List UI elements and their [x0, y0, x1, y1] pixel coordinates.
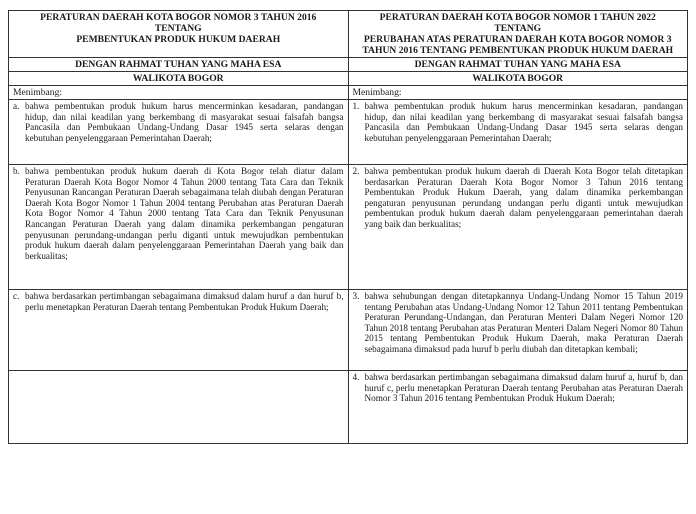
right-consideration [348, 371, 688, 444]
item-text: bahwa pembentukan produk hukum daerah di Daerah Kota Bogor telah ditetapkan berdasarkan Peraturan Daerah Kota Bogor Nomor 3 Tahun 2016 tentang Pembentukan Produk Hukum Daerah, yang dalam dinamika perkembangan pengaturan penyusunan perundang undangan perlu diganti untuk mewujudkan pembentukan produk hukum daerah dalam penyelenggaraan pemerintahan daerah yang baik dan berkualitas; [364, 166, 683, 229]
item-label: 4. [352, 372, 360, 382]
consideration-row [9, 165, 688, 290]
left-subject: PEMBENTUKAN PRODUK HUKUM DAERAH [76, 34, 281, 45]
consideration-row [9, 100, 688, 165]
left-consideration [9, 165, 349, 290]
item-text: bahwa sehubungan dengan ditetapkannya Undang-Undang Nomor 15 Tahun 2019 tentang Perubahan atas Undang-Undang Nomor 12 Tahun 2011 tentang Pembentukan Peraturan Perundang-Undangan, dan Peraturan Menteri Dalam Negeri Nomor 120 Tahun 2018 tentang Perubahan atas Peraturan Menteri Dalam Negeri Nomor 80 Tahun 2015 tentang Pembentukan Produk Hukum Daerah, maka Peraturan Daerah sebagaimana dimaksud pada huruf b perlu diubah dan ditetapkan kembali; [364, 291, 683, 354]
right-tentang: TENTANG [494, 23, 542, 34]
left-consideration [9, 100, 349, 165]
mayor-row [9, 72, 688, 86]
item-text: bahwa berdasarkan pertimbangan sebagaimana dimaksud dalam huruf a dan huruf b, perlu menetapkan Peraturan Daerah tentang Pembentukan Produk Hukum Daerah; [25, 291, 344, 312]
left-tentang: TENTANG [154, 23, 202, 34]
consideration-row [9, 290, 688, 371]
item-text: bahwa pembentukan produk hukum daerah di Kota Bogor telah diatur dalam Peraturan Daerah Kota Bogor Nomor 4 Tahun 2000 tentang Tata Cara dan Teknik Penyusunan Rancangan Peraturan Daerah sebagaimana telah diubah dengan Peraturan Daerah Kota Bogor Nomor 1 Tahun 2004 tentang Perubahan atas Peraturan Daerah Kota Bogor Nomor 4 Tahun 2000 tentang Tata Cara dan Teknik Penyusunan Rancangan Peraturan Daerah yang dalam dinamika perkembangan pengaturan penyusunan perundang-undangan perlu diganti untuk mewujudkan pembentukan produk hukum daerah dalam penyelenggaraan Pemerintahan Daerah yang baik dan berkualitas; [25, 166, 344, 261]
right-menimbang: Menimbang: [348, 86, 688, 100]
item-label: b. [13, 166, 20, 176]
left-grace: DENGAN RAHMAT TUHAN YANG MAHA ESA [9, 58, 349, 72]
right-mayor: WALIKOTA BOGOR [348, 72, 688, 86]
header-row [9, 11, 688, 58]
grace-row [9, 58, 688, 72]
item-label: 3. [352, 291, 360, 301]
right-subject: PERUBAHAN ATAS PERATURAN DAERAH KOTA BOGOR NOMOR 3 TAHUN 2016 TENTANG PEMBENTUKAN PRODUK HUKUM DAERAH [362, 34, 674, 56]
left-mayor: WALIKOTA BOGOR [9, 72, 349, 86]
left-consideration-empty [9, 371, 349, 444]
left-header-cell [9, 11, 349, 58]
right-consideration [348, 165, 688, 290]
right-header-cell [348, 11, 688, 58]
right-grace: DENGAN RAHMAT TUHAN YANG MAHA ESA [348, 58, 688, 72]
left-regulation-title: PERATURAN DAERAH KOTA BOGOR NOMOR 3 TAHUN 2016 [40, 12, 317, 23]
right-consideration [348, 100, 688, 165]
item-label: a. [13, 101, 20, 111]
item-text: bahwa pembentukan produk hukum harus mencerminkan kesadaran, pandangan hidup, dan nilai keadilan yang berkembang di masyarakat sesuai falsafah bangsa Pancasila dan Pembukaan Undang-Undang Dasar 1945 serta selaras dengan kebutuhan penyelenggaraan Pemerintahan Daerah; [25, 101, 344, 143]
comparison-table [8, 10, 688, 444]
left-consideration [9, 290, 349, 371]
right-consideration [348, 290, 688, 371]
menimbang-row [9, 86, 688, 100]
item-label: 1. [352, 101, 360, 111]
right-regulation-title: PERATURAN DAERAH KOTA BOGOR NOMOR 1 TAHUN 2022 [379, 12, 656, 23]
left-menimbang: Menimbang: [9, 86, 349, 100]
consideration-row [9, 371, 688, 444]
item-text: bahwa berdasarkan pertimbangan sebagaimana dimaksud dalam huruf a, huruf b, dan huruf c, perlu menetapkan Peraturan Daerah tentang Perubahan atas Peraturan Daerah Nomor 3 Tahun 2016 tentang Pembentukan Produk Hukum Daerah; [364, 372, 683, 404]
item-label: c. [13, 291, 20, 301]
item-text: bahwa pembentukan produk hukum harus mencerminkan kesadaran, pandangan hidup, dan nilai keadilan yang berkembang di masyarakat sesuai falsafah bangsa Pancasila dan Pembukaan Undang-Undang Dasar 1945 serta selaras dengan kebutuhan penyelenggaraan Pemerintahan Daerah; [364, 101, 683, 143]
item-label: 2. [352, 166, 360, 176]
